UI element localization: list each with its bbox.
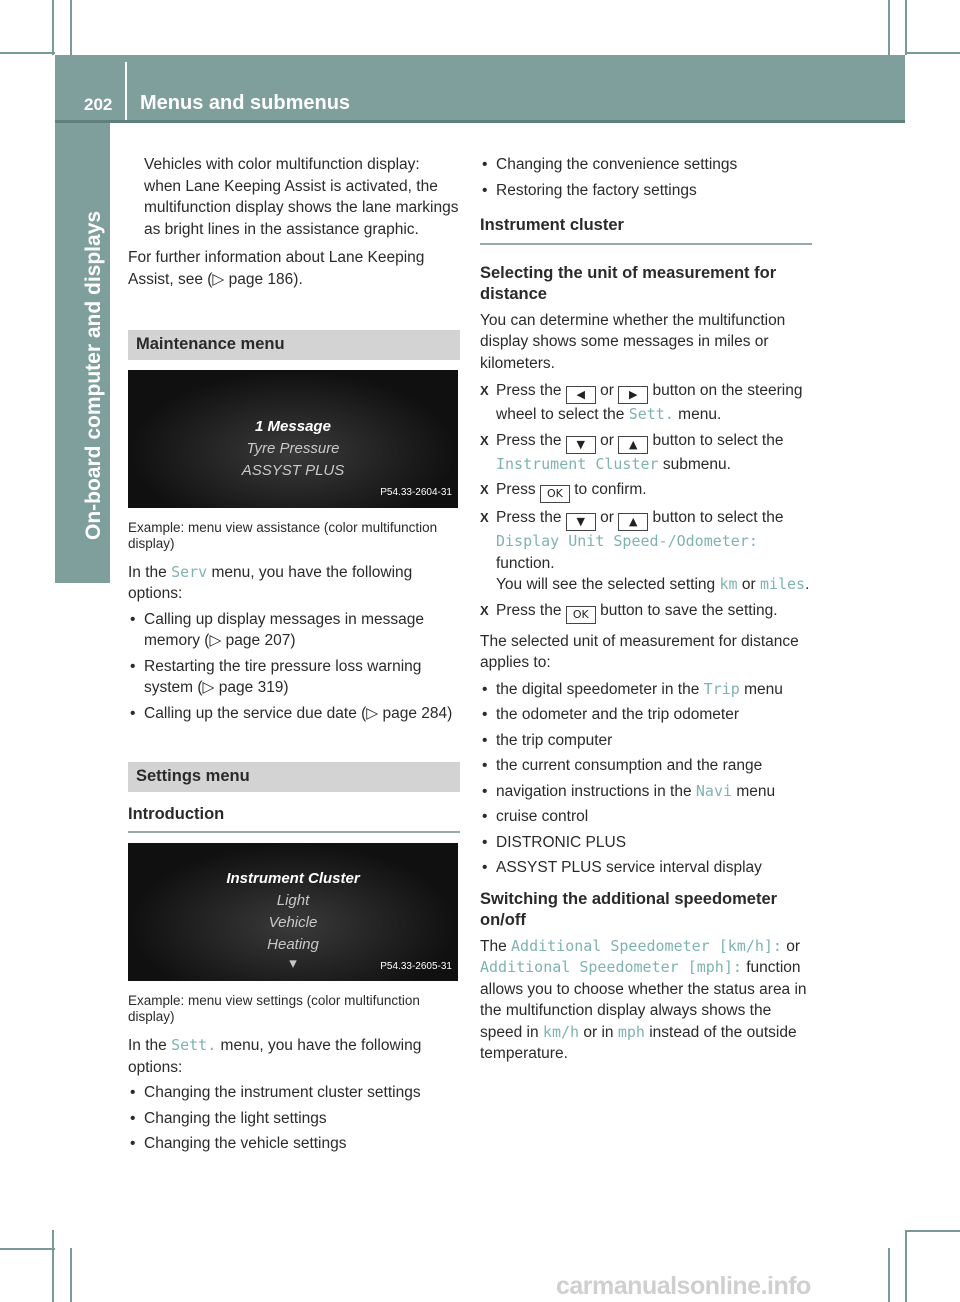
subheading-unit: Selecting the unit of measurement for distance [480,263,777,303]
screen-line: Tyre Pressure [246,439,340,457]
list-item: • Changing the instrument cluster settings [128,1082,460,1104]
image-code: P54.33-2605-31 [380,960,452,972]
paragraph: For further information about Lane Keeping Assist, see (▷ page 186). [128,249,425,288]
header-separator [125,62,127,120]
instruction-step: X Press OK to confirm. [480,479,812,503]
menu-code: km/h [542,1022,580,1041]
side-tab-label: On-board computer and displays [82,210,105,540]
image-code: P54.33-2604-31 [380,487,452,498]
left-button-icon: ◀ [566,386,596,404]
ok-button-icon: OK [540,485,570,503]
menu-code: Display Unit Speed-/Odometer: [496,532,758,550]
list-item: • Restoring the factory settings [480,180,812,202]
up-button-icon: ▲ [618,513,648,531]
crop-mark [905,52,960,54]
crop-mark [0,1248,55,1250]
list-item: • the current consumption and the range [480,755,812,777]
list-item: • Calling up the service due date (▷ page 284) [128,703,460,725]
header-rule [55,120,905,123]
scroll-down-icon: ▾ [289,955,297,972]
figure-caption: Example: menu view assistance (color multifunction display) [128,519,438,551]
crop-mark [905,1230,960,1232]
settings-screen-image [128,843,458,981]
maintenance-screen-image [128,370,458,508]
ok-button-icon: OK [566,606,596,624]
menu-code: km [719,575,738,593]
subheading-speedometer: Switching the additional speedometer on/off [480,889,778,929]
instruction-step: X Press the ◀ or ▶ button on the steering wheel to select the Sett. menu. [480,380,812,426]
crop-mark [905,0,907,55]
crop-mark [888,0,890,55]
paragraph: In the Serv menu, you have the following options: [128,562,413,602]
menu-code: Navi [695,781,733,800]
figure-caption: Example: menu view settings (color multifunction display) [128,993,420,1024]
instruction-step: X Press the ▼ or ▲ button to select the Display Unit Speed-/Odometer: function. You will see the selected setting km or miles. [480,507,812,596]
watermark: carmanualsonline.info [556,1272,811,1300]
subheading-introduction: Introduction [128,804,460,834]
menu-code: Sett. [171,1036,217,1054]
screen-line: Vehicle [268,914,318,931]
page-number: 202 [84,95,113,114]
right-column [480,154,812,1065]
left-column [128,154,460,1155]
subheading-instrument-cluster: Instrument cluster [480,215,812,245]
instruction-step: X Press the OK button to save the setting. [480,600,812,624]
paragraph: The selected unit of measurement for distance applies to: [480,632,799,671]
menu-code: Sett. [628,405,674,423]
screen-line: Instrument Cluster [226,870,360,887]
crop-mark [70,1248,72,1302]
down-button-icon: ▼ [566,513,596,531]
menu-code: Trip [703,679,740,698]
crop-mark [0,52,55,54]
crop-mark [52,1230,54,1302]
menu-code: miles [759,575,806,593]
list-item: • navigation instructions in the Navi menu [480,781,812,803]
list-item: • cruise control [480,806,812,828]
menu-code: mph [617,1022,645,1041]
menu-code: Additional Speedometer [mph]: [480,958,742,976]
list-item: • the trip computer [480,730,812,752]
paragraph: The Additional Speedometer [km/h]: or Additional Speedometer [mph]: function allows you to choose whether the status area in the multifunction display always shows the speed in km/h or in mph instead of the outside temperature. [480,936,807,1062]
page-title: Menus and submenus [140,92,351,114]
list-item: • ASSYST PLUS service interval display [480,857,812,879]
crop-mark [70,0,72,55]
screen-line: 1 Message [255,417,331,435]
crop-mark [52,0,54,55]
list-item: • Restarting the tire pressure loss warning system (▷ page 319) [128,656,460,699]
list-item: • the digital speedometer in the Trip menu [480,679,812,701]
screen-line: Heating [267,936,319,953]
list-item: • the odometer and the trip odometer [480,704,812,726]
list-item: • Changing the convenience settings [480,154,812,176]
right-button-icon: ▶ [618,386,648,404]
screen-line: Light [276,892,310,909]
down-button-icon: ▼ [566,436,596,454]
instruction-step: X Press the ▼ or ▲ button to select the Instrument Cluster submenu. [480,430,812,476]
menu-code: Serv [171,562,208,581]
crop-mark [905,1230,907,1302]
paragraph: You can determine whether the multifunction display shows some messages in miles or kilometers. [480,311,786,372]
paragraph: In the Sett. menu, you have the following options: [128,1036,422,1076]
list-item: • DISTRONIC PLUS [480,832,812,854]
list-item: • Changing the light settings [128,1108,460,1130]
list-item: • Changing the vehicle settings [128,1133,460,1155]
up-button-icon: ▲ [618,436,648,454]
menu-code: Instrument Cluster [496,454,659,473]
section-heading-maintenance: Maintenance menu [128,330,460,360]
section-heading-settings: Settings menu [128,762,460,792]
paragraph: Vehicles with color multifunction display: when Lane Keeping Assist is activated, the multifunction display shows the lane markings as bright lines in the assistance graphic. [144,156,459,238]
menu-code: Additional Speedometer [km/h]: [511,936,782,955]
screen-line: ASSYST PLUS [241,461,345,479]
crop-mark [888,1248,890,1302]
list-item: • Calling up display messages in message memory (▷ page 207) [128,609,460,652]
